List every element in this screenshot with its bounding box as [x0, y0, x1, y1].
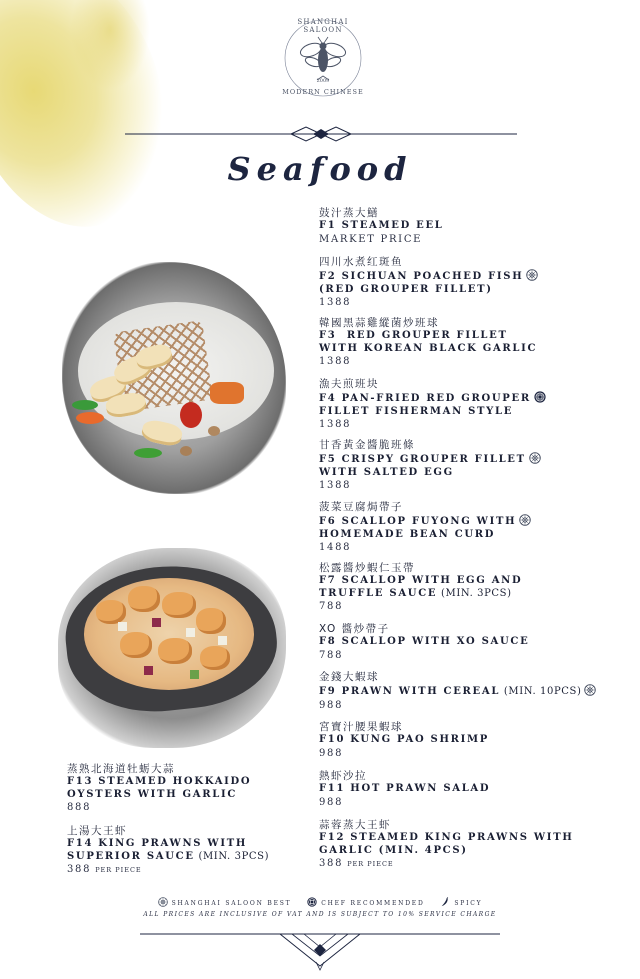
mushroom [180, 446, 192, 456]
item-chinese-name: 四川水煮红斑鱼 [319, 256, 403, 268]
menu-item-f13 [67, 763, 251, 814]
fruit-dice [186, 628, 195, 637]
item-chinese-name: 金錢大蝦球 [319, 671, 379, 683]
item-english-name-line2: GARLIC (MIN. 4PCS) [319, 844, 468, 856]
menu-item-f2 [319, 256, 538, 309]
item-price: 788 [319, 601, 344, 612]
menu-item-f11 [319, 770, 490, 809]
item-english-name: F3 RED GROUPER FILLET [319, 330, 508, 341]
item-minimum-note: (MIN. 3PCS) [194, 850, 270, 862]
item-price-unit: PER PIECE [95, 866, 142, 874]
item-english-name: F13 STEAMED HOKKAIDO [67, 776, 252, 787]
item-price: 888 [67, 802, 92, 813]
item-english-name-line2: TRUFFLE SAUCE [319, 587, 438, 599]
item-price: 1388 [319, 480, 352, 491]
logo-year: 2009 [316, 78, 330, 84]
red-pepper [180, 402, 202, 428]
item-chinese-name: 韓國黑蒜雞縱菌炒班球 [319, 317, 439, 329]
item-chinese-name: 菠菜豆腐焗帶子 [319, 501, 403, 513]
item-price: 1388 [319, 419, 352, 430]
item-english-name-line2: FILLET FISHERMAN STYLE [319, 405, 514, 417]
item-chinese-name: 蒜蓉蒸大王虾 [319, 819, 391, 831]
legend-best-label: SHANGHAI SALOON BEST [171, 900, 292, 907]
menu-item-f1 [319, 207, 444, 246]
item-price: MARKET PRICE [319, 233, 423, 245]
item-price: 1388 [319, 297, 352, 308]
page-title: Seafood [227, 150, 413, 188]
carrot-lattice [210, 382, 244, 404]
prawn [162, 592, 196, 618]
item-english-name: F9 PRAWN WITH CEREAL [319, 686, 501, 697]
item-english-name-line2: OYSTERS WITH GARLIC [67, 788, 238, 800]
shanghai-saloon-best-icon [519, 514, 531, 526]
menu-item-f7 [319, 562, 522, 613]
item-english-name-line2: HOMEMADE BEAN CURD [319, 528, 496, 540]
brand-logo [278, 8, 368, 126]
chili-pepper-icon [440, 897, 450, 907]
menu-item-f12 [319, 819, 573, 871]
item-price: 388 [319, 858, 344, 869]
legend-spicy-label: SPICY [454, 900, 483, 907]
prawn [158, 638, 192, 664]
item-english-name: F10 KUNG PAO SHRIMP [319, 734, 490, 745]
menu-item-f10 [319, 721, 489, 760]
item-price: 388 [67, 864, 92, 875]
item-price: 1488 [319, 542, 352, 553]
shanghai-saloon-best-icon [584, 684, 596, 696]
item-chinese-name: 宮寶汁腰果蝦球 [319, 721, 403, 733]
carrot-slice [76, 412, 104, 424]
fruit-dice [218, 636, 227, 645]
prawn [196, 608, 226, 634]
item-english-name: F8 SCALLOP WITH XO SAUCE [319, 636, 530, 647]
shanghai-saloon-best-icon [158, 897, 168, 907]
logo-brand-name: SHANGHAI SALOON [297, 18, 349, 34]
legend-spicy [440, 897, 482, 909]
item-chinese-name: 鼓汁蒸大鱔 [319, 207, 379, 219]
shanghai-saloon-best-icon [529, 452, 541, 464]
item-price-unit: PER PIECE [347, 860, 394, 868]
item-minimum-note: (MIN. 3PCS) [437, 587, 512, 599]
icon-legend [0, 897, 640, 909]
item-price: 988 [319, 747, 344, 759]
fruit-dice [118, 622, 127, 631]
chef-recommended-icon [534, 391, 546, 403]
fruit-dice [190, 670, 199, 679]
ornament-divider-top [125, 124, 517, 144]
item-minimum-note: (MIN. 10PCS) [500, 686, 582, 697]
mushroom [208, 426, 220, 436]
item-chinese-name: 漁夫煎班块 [319, 378, 379, 390]
dish-photo-grouper [62, 262, 286, 494]
chef-recommended-icon [307, 897, 317, 907]
item-chinese-name: 上湯大王虾 [67, 825, 127, 837]
menu-item-f9 [319, 671, 596, 712]
legend-chef [307, 897, 424, 909]
item-price: 988 [319, 796, 344, 808]
item-english-name: F1 STEAMED EEL [319, 220, 444, 231]
prawn [96, 600, 126, 624]
item-english-name-line2: SUPERIOR SAUCE [67, 850, 195, 862]
menu-item-f3 [319, 317, 537, 368]
item-english-name: F14 KING PRAWNS WITH [67, 838, 247, 849]
item-chinese-name: 熱虾沙拉 [319, 770, 367, 782]
prawn [120, 632, 152, 658]
ornament-divider-bottom [140, 926, 500, 972]
menu-item-f5 [319, 439, 541, 492]
prawn [200, 646, 230, 670]
item-english-name: F4 PAN-FRIED RED GROUPER [319, 393, 531, 404]
menu-item-f6 [319, 501, 531, 554]
item-chinese-name: 松露醬炒蝦仁玉帶 [319, 562, 415, 574]
shanghai-saloon-best-icon [526, 269, 538, 281]
item-price: 788 [319, 649, 344, 661]
item-price: 988 [319, 699, 344, 711]
fruit-dice [152, 618, 161, 627]
legend-chef-label: CHEF RECOMMENDED [321, 900, 425, 907]
item-english-name: F7 SCALLOP WITH EGG AND [319, 575, 523, 586]
item-english-name-line2: WITH SALTED EGG [319, 466, 454, 478]
item-english-name: F12 STEAMED KING PRAWNS WITH [319, 832, 574, 843]
item-english-name-line2: (RED GROUPER FILLET) [319, 283, 493, 295]
item-chinese-name: 蒸熟北海道牡蛎大蒜 [67, 763, 175, 775]
prawn [128, 586, 160, 612]
menu-item-f8 [319, 623, 529, 662]
item-english-name: F11 HOT PRAWN SALAD [319, 783, 491, 794]
item-chinese-name: 甘香黃金醬脆班條 [319, 439, 415, 451]
item-price: 1388 [319, 356, 352, 367]
pepper-slice [72, 400, 98, 410]
menu-item-f4 [319, 378, 546, 431]
pepper-slice [134, 448, 162, 458]
item-english-name: F5 CRISPY GROUPER FILLET [319, 454, 526, 465]
item-english-name-line2: WITH KOREAN BLACK GARLIC [319, 342, 538, 354]
logo-subtitle: MODERN CHINESE [282, 88, 364, 96]
item-english-name: F2 SICHUAN POACHED FISH [319, 271, 524, 282]
menu-item-f14 [67, 825, 269, 877]
service-charge-note: ALL PRICES ARE INCLUSIVE OF VAT AND IS SUBJECT TO 10% SERVICE CHARGE [143, 911, 497, 918]
dish-photo-prawns [58, 548, 286, 748]
item-english-name: F6 SCALLOP FUYONG WITH [319, 516, 517, 527]
legend-best [158, 897, 292, 909]
item-chinese-name: XO 醬炒帶子 [319, 623, 390, 635]
fruit-dice [144, 666, 153, 675]
